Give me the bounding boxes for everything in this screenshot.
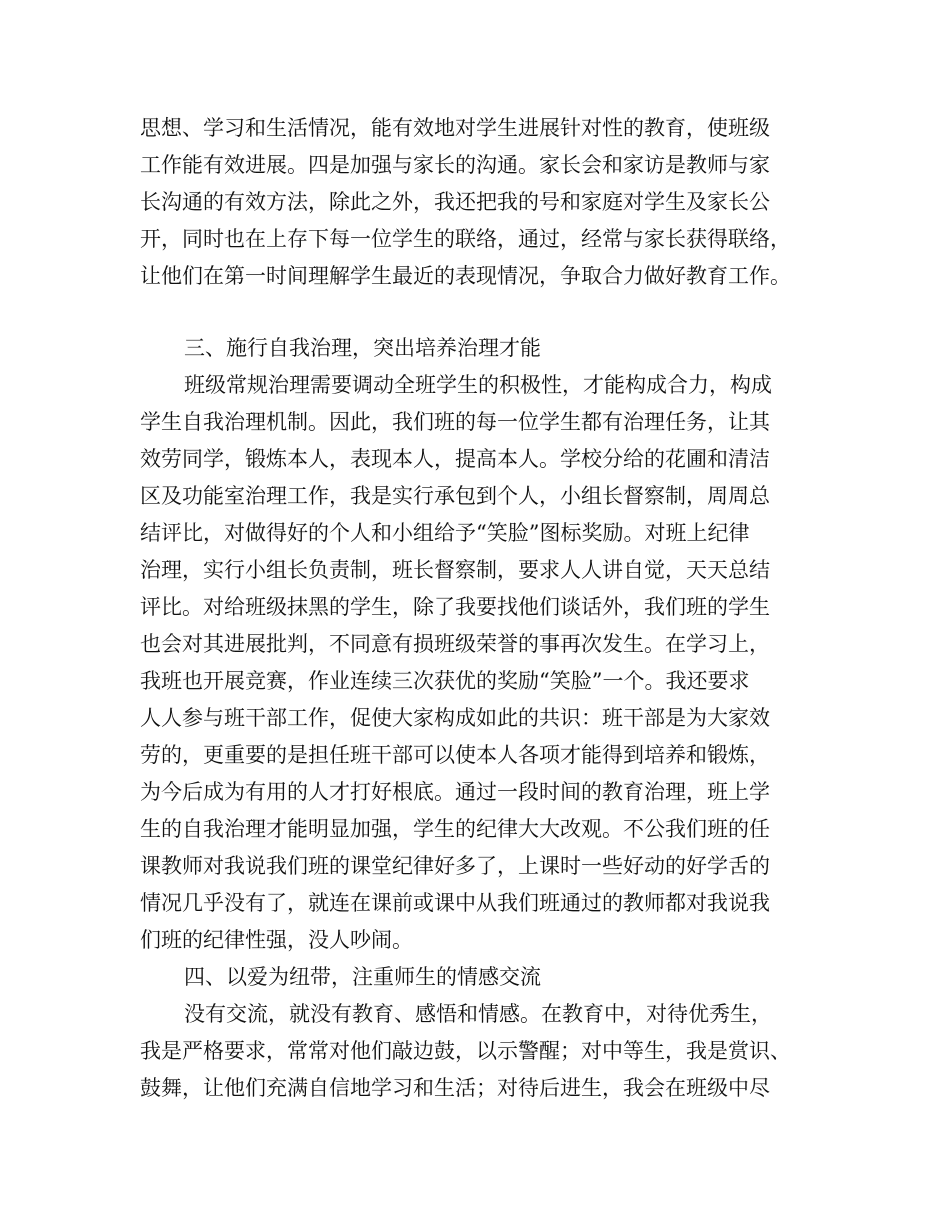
- section-three-heading: 三、施行自我治理，突出培养治理才能: [184, 336, 541, 360]
- section-four: [140, 959, 830, 1107]
- text-line: 结评比，对做得好的个人和小组给予“笑脸”图标奖励。对班上纪律: [140, 521, 750, 545]
- text-line: 评比。对给班级抹黑的学生，除了我要找他们谈话外，我们班的学生: [140, 595, 770, 619]
- text-line: 让他们在第一时间理解学生最近的表现情况，争取合力做好教育工作。: [140, 264, 791, 288]
- text-line: 也会对其进展批判，不同意有损班级荣誉的事再次发生。在学习上，: [140, 632, 770, 656]
- text-line: 开，同时也在上存下每一位学生的联络，通过，经常与家长获得联络，: [140, 227, 791, 251]
- text-line: 情况几乎没有了，就连在课前或课中从我们班通过的教师都对我说我: [140, 891, 770, 915]
- text-line: 课教师对我说我们班的课堂纪律好多了，上课时一些好动的好学舌的: [140, 854, 770, 878]
- text-line: 人人参与班干部工作，促使大家构成如此的共识：班干部是为大家效: [140, 706, 770, 730]
- section-four-heading: 四、以爱为纽带，注重师生的情感交流: [184, 965, 541, 989]
- text-line: 生的自我治理才能明显加强，学生的纪律大大改观。不公我们班的任: [140, 817, 770, 841]
- text-line: 区及功能室治理工作，我是实行承包到个人，小组长督察制，周周总: [140, 484, 770, 508]
- text-line: 鼓舞，让他们充满自信地学习和生活；对待后进生，我会在班级中尽: [140, 1076, 770, 1100]
- text-line: 思想、学习和生活情况，能有效地对学生进展针对性的教育，使班级: [140, 116, 770, 140]
- section-three: [140, 330, 830, 959]
- text-line: 们班的纪律性强，没人吵闹。: [140, 928, 413, 952]
- text-line: 长沟通的有效方法，除此之外，我还把我的号和家庭对学生及家长公: [140, 190, 770, 214]
- text-line: 我是严格要求，常常对他们敲边鼓，以示警醒；对中等生，我是赏识、: [140, 1039, 791, 1063]
- text-line: 劳的，更重要的是担任班干部可以使本人各项才能得到培养和锻炼，: [140, 743, 770, 767]
- text-line: 为今后成为有用的人才打好根底。通过一段时间的教育治理，班上学: [140, 780, 770, 804]
- text-line: 学生自我治理机制。因此，我们班的每一位学生都有治理任务，让其: [140, 410, 770, 434]
- text-line: 效劳同学，锻炼本人，表现本人，提高本人。学校分给的花圃和清洁: [140, 447, 770, 471]
- text-line: 我班也开展竞赛，作业连续三次获优的奖励“笑脸”一个。我还要求: [140, 669, 750, 693]
- text-line: 没有交流，就没有教育、感悟和情感。在教育中，对待优秀生，: [184, 1002, 772, 1026]
- text-line: 班级常规治理需要调动全班学生的积极性，才能构成合力，构成: [184, 373, 772, 397]
- text-line: 治理，实行小组长负责制，班长督察制，要求人人讲自觉，天天总结: [140, 558, 770, 582]
- text-line: 工作能有效进展。四是加强与家长的沟通。家长会和家访是教师与家: [140, 153, 770, 177]
- paragraph-continued: [140, 110, 830, 295]
